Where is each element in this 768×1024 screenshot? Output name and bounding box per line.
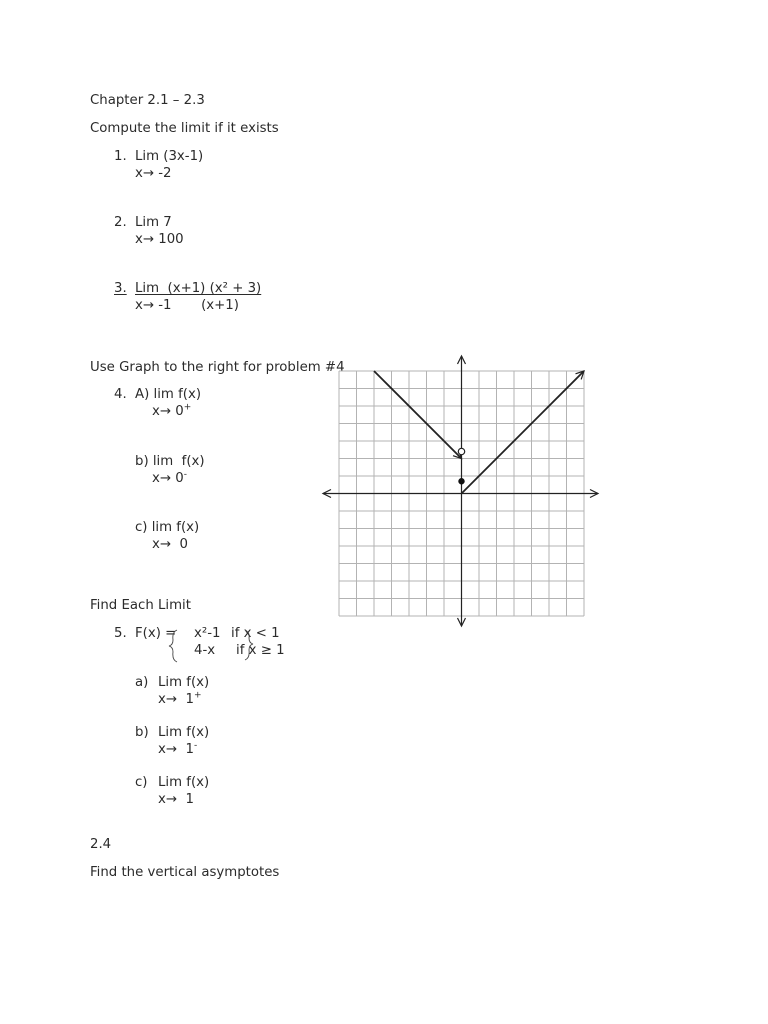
problem-5-case2-condition: if x ≥ 1	[236, 643, 285, 658]
problem-1-approach: x→ -2	[135, 166, 172, 181]
section1-instruction: Compute the limit if it exists	[90, 121, 279, 136]
section4-instruction: Find the vertical asymptotes	[90, 865, 280, 880]
problem-5a-expression: Lim f(x)	[158, 675, 210, 690]
left-branch-line	[374, 371, 462, 459]
problem-5b-expression: Lim f(x)	[158, 725, 210, 740]
problem-4c-label: c) lim f(x)	[135, 520, 200, 535]
problem-4b-label: b) lim f(x)	[135, 454, 205, 469]
closed-point	[458, 478, 464, 484]
chapter-title: Chapter 2.1 – 2.3	[90, 93, 205, 108]
problem-2-expression: Lim 7	[135, 215, 172, 230]
piecewise-braces	[165, 626, 265, 666]
problem-4-number: 4.	[114, 387, 127, 402]
problem-4b-approach: x→ 0-	[152, 469, 187, 486]
problem-5b-approach: x→ 1-	[158, 740, 198, 757]
problem-5b-label: b)	[135, 725, 149, 740]
problem-2-approach: x→ 100	[135, 232, 184, 247]
problem-3-expression: Lim (x+1) (x² + 3)	[135, 281, 262, 296]
problem-5a-label: a)	[135, 675, 149, 690]
problem-4c-approach: x→ 0	[152, 537, 188, 552]
section4-heading: 2.4	[90, 837, 112, 852]
function-graph	[318, 350, 608, 635]
right-branch-line	[462, 371, 585, 494]
problem-3-number: 3.	[114, 281, 127, 296]
problem-5a-approach: x→ 1+	[158, 690, 202, 707]
open-point	[458, 448, 464, 454]
problem-4a-label: A) lim f(x)	[135, 387, 202, 402]
problem-5c-approach: x→ 1	[158, 792, 194, 807]
problem-5-case2-expression: 4-x	[194, 643, 216, 658]
problem-5-number: 5.	[114, 626, 127, 641]
problem-5-function-prefix: F(x) =	[135, 626, 177, 641]
problem-1-expression: Lim (3x-1)	[135, 149, 204, 164]
problem-5c-expression: Lim f(x)	[158, 775, 210, 790]
problem-3-approach: x→ -1 (x+1)	[135, 298, 239, 313]
problem-4a-approach: x→ 0+	[152, 402, 192, 419]
problem-2-number: 2.	[114, 215, 127, 230]
section2-instruction: Use Graph to the right for problem #4	[90, 360, 345, 375]
problem-5c-label: c)	[135, 775, 148, 790]
section3-instruction: Find Each Limit	[90, 598, 191, 613]
problem-1-number: 1.	[114, 149, 127, 164]
problem-5-case1-condition: if x < 1	[231, 626, 280, 641]
problem-5-case1-expression: x²-1	[194, 626, 221, 641]
